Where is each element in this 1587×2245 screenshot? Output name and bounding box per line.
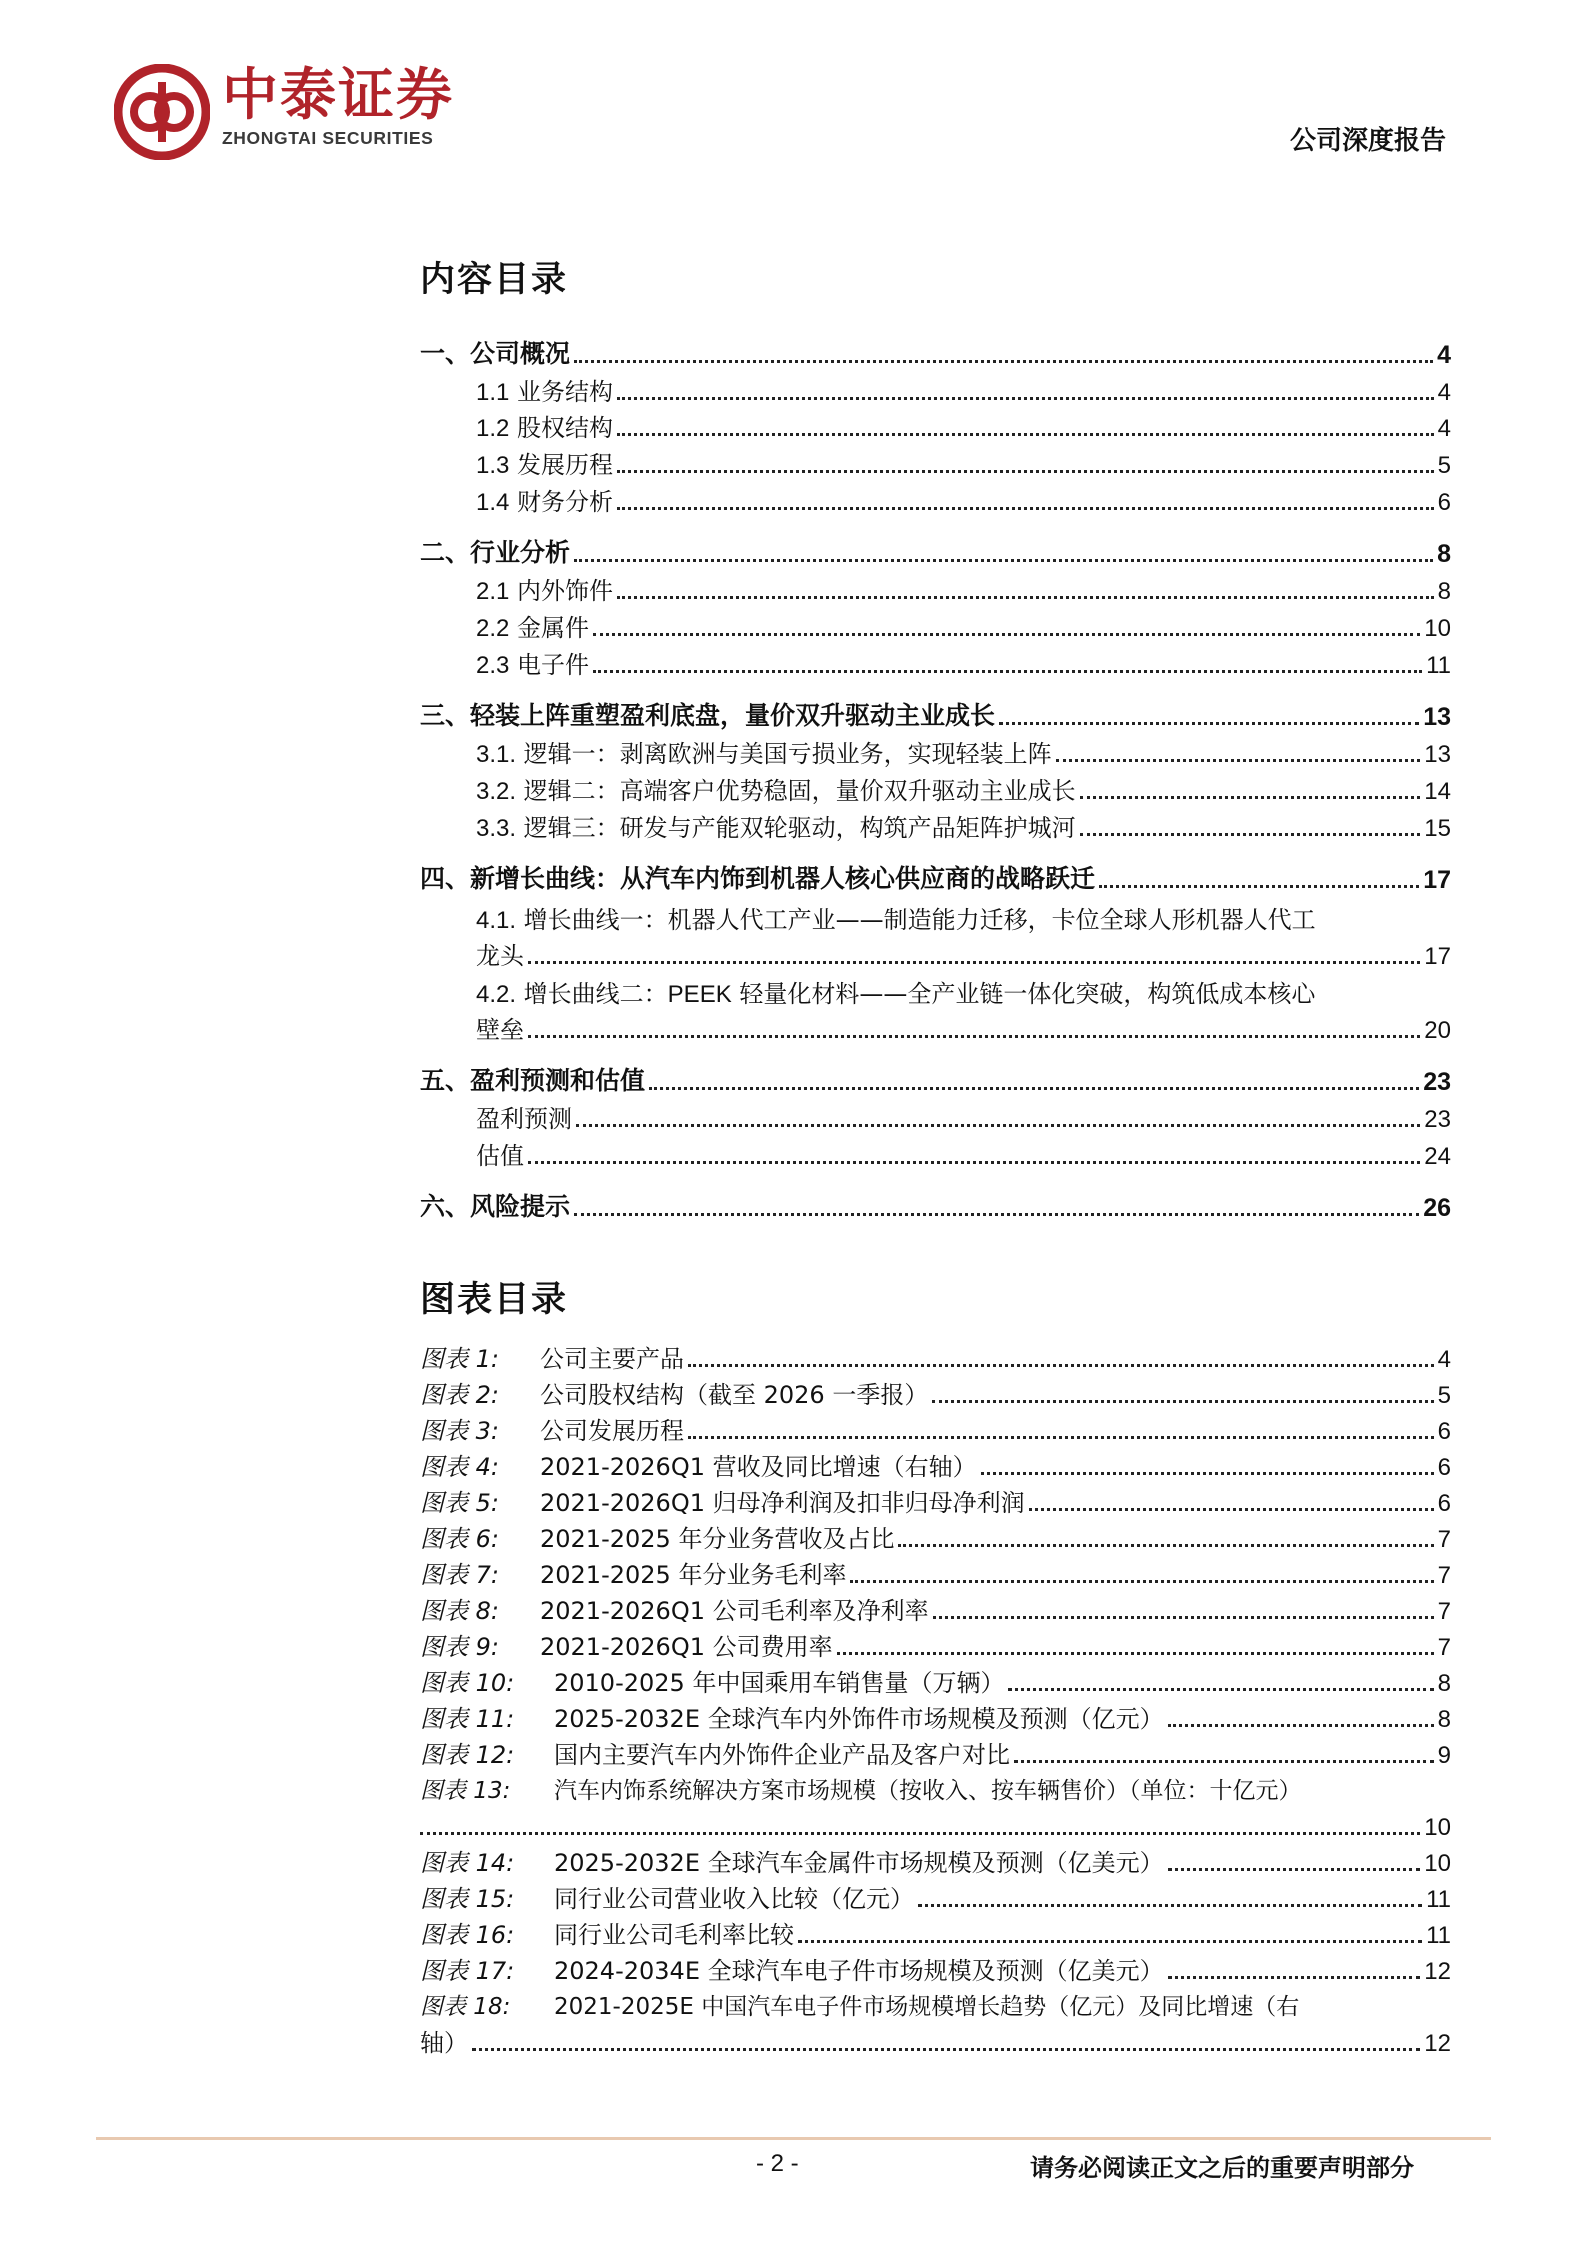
figure-label: 2024-2034E 全球汽车电子件市场规模及预测（亿美元） — [554, 1957, 1164, 1985]
leader-dots — [932, 1399, 1433, 1403]
leader-dots — [918, 1903, 1422, 1907]
leader-dots — [1056, 758, 1421, 762]
figures-title: 图表目录 — [420, 1279, 569, 1320]
leader-dots — [617, 506, 1434, 510]
toc-entry-number: 3.3. — [476, 815, 517, 842]
toc-entry-page: 6 — [1437, 489, 1451, 516]
figure-number: 图表 2: — [420, 1381, 499, 1409]
figure-page: 6 — [1437, 1418, 1451, 1445]
figure-page: 10 — [1424, 1850, 1451, 1877]
figure-page: 8 — [1437, 1706, 1451, 1733]
figure-entry[interactable] — [420, 1340, 1451, 1374]
figure-entry[interactable] — [420, 1556, 1451, 1590]
figure-entry[interactable] — [420, 1844, 1451, 1878]
figure-page: 6 — [1437, 1454, 1451, 1481]
toc-entry-number: 1.1 — [476, 379, 510, 406]
leader-dots — [898, 1543, 1433, 1547]
figure-label: 公司发展历程 — [540, 1417, 684, 1445]
toc-entry-page: 17 — [1424, 943, 1451, 970]
leader-dots — [528, 1160, 1420, 1164]
figure-label: 2021-2026Q1 公司费用率 — [540, 1633, 833, 1661]
figure-entry[interactable] — [420, 1916, 1451, 1950]
toc-entry[interactable] — [420, 336, 1451, 370]
toc-entry[interactable] — [476, 1100, 1451, 1134]
leader-dots — [933, 1615, 1434, 1619]
toc-entry-number: 1.2 — [476, 415, 510, 442]
logo-mark-icon — [114, 64, 210, 160]
leader-dots — [574, 359, 1433, 363]
toc-entry[interactable] — [476, 646, 1451, 680]
footer-divider — [96, 2137, 1491, 2140]
leader-dots — [1080, 832, 1421, 836]
toc-entry[interactable] — [476, 809, 1451, 843]
figure-number: 图表 6: — [420, 1525, 499, 1553]
toc-entry-label: 增长曲线一：机器人代工产业——制造能力迁移，卡位全球人形机器人代工 — [523, 906, 1316, 934]
toc-entry-label: 五、盈利预测和估值 — [420, 1066, 646, 1095]
figure-page: 9 — [1437, 1742, 1451, 1769]
figure-number: 图表 9: — [420, 1633, 499, 1661]
toc-entry-label: 估值 — [476, 1142, 524, 1170]
toc-entry[interactable] — [476, 1011, 1451, 1045]
figure-label: 国内主要汽车内外饰件企业产品及客户对比 — [554, 1741, 1010, 1769]
figure-entry[interactable] — [420, 1808, 1451, 1842]
figure-page: 7 — [1437, 1634, 1451, 1661]
toc-entry[interactable] — [476, 446, 1451, 480]
toc-entry-label: 逻辑二：高端客户优势稳固，量价双升驱动主业成长 — [523, 777, 1076, 805]
toc-entry-label-rest: 轻量化材料——全产业链一体化突破，构筑低成本核心 — [739, 980, 1316, 1008]
leader-dots — [1168, 1723, 1434, 1727]
toc-entry-wrapped-line[interactable] — [476, 974, 1315, 1009]
toc-entry-label: 发展历程 — [517, 451, 614, 479]
figure-entry[interactable] — [420, 1628, 1451, 1662]
toc-entry-number: 1.3 — [476, 452, 510, 479]
toc-entry-label: 逻辑三：研发与产能双轮驱动，构筑产品矩阵护城河 — [523, 814, 1076, 842]
figure-page: 12 — [1424, 2030, 1451, 2057]
figure-number: 图表 3: — [420, 1417, 499, 1445]
toc-entry-label: 金属件 — [517, 614, 590, 642]
toc-entry[interactable] — [476, 373, 1451, 407]
leader-dots — [472, 2047, 1420, 2051]
figure-page: 7 — [1437, 1562, 1451, 1589]
figure-label: 2021-2026Q1 归母净利润及扣非归母净利润 — [540, 1489, 1025, 1517]
brand-name-en: ZHONGTAI SECURITIES — [222, 128, 434, 148]
figure-number: 图表 8: — [420, 1597, 499, 1625]
figure-page: 11 — [1426, 1922, 1451, 1949]
figure-entry[interactable] — [420, 1880, 1451, 1914]
figure-label: 2010-2025 年中国乘用车销售量（万辆） — [554, 1669, 1005, 1697]
figure-number: 图表 16: — [420, 1921, 515, 1949]
toc-entry-page: 13 — [1423, 703, 1451, 731]
leader-dots — [617, 595, 1434, 599]
toc-entry-number: 3.2. — [476, 778, 517, 805]
toc-entry-label: 业务结构 — [517, 378, 614, 406]
figure-page: 8 — [1437, 1670, 1451, 1697]
toc-entry-number: 1.4 — [476, 489, 510, 516]
leader-dots — [1008, 1687, 1433, 1691]
toc-entry[interactable] — [476, 609, 1451, 643]
toc-entry-label: 股权结构 — [517, 414, 614, 442]
toc-entry-label: 一、公司概况 — [420, 339, 571, 368]
toc-entry[interactable] — [476, 1137, 1451, 1171]
leader-dots — [617, 396, 1434, 400]
toc-entry-label: 逻辑一：剥离欧洲与美国亏损业务，实现轻装上阵 — [523, 740, 1052, 768]
figure-number: 图表 15: — [420, 1885, 515, 1913]
toc-entry-page: 23 — [1423, 1068, 1451, 1096]
toc-entry-page: 8 — [1437, 578, 1451, 605]
toc-entry[interactable] — [476, 772, 1451, 806]
toc-entry-page: 26 — [1423, 1194, 1451, 1222]
toc-entry[interactable] — [420, 861, 1451, 895]
toc-entry-page: 10 — [1424, 615, 1451, 642]
toc-entry[interactable] — [476, 572, 1451, 606]
leader-dots — [1099, 884, 1419, 888]
figure-page: 7 — [1437, 1526, 1451, 1553]
toc-entry[interactable] — [420, 1189, 1451, 1223]
toc-entry-page: 11 — [1426, 652, 1451, 679]
leader-dots — [420, 1831, 1420, 1835]
toc-entry-page: 4 — [1437, 415, 1451, 442]
toc-entry-page: 23 — [1424, 1106, 1451, 1133]
brand-name-cn: 中泰证券 — [222, 63, 454, 128]
leader-dots — [1029, 1507, 1434, 1511]
leader-dots — [593, 632, 1420, 636]
leader-dots — [981, 1471, 1434, 1475]
toc-entry-page: 8 — [1437, 540, 1451, 568]
toc-entry-number: 2.2 — [476, 615, 510, 642]
figure-number: 图表 18: — [420, 1994, 511, 2020]
figure-entry[interactable] — [420, 1520, 1451, 1554]
leader-dots — [649, 1086, 1419, 1090]
toc-entry-page: 17 — [1423, 866, 1451, 894]
toc-entry-label: 四、新增长曲线：从汽车内饰到机器人核心供应商的战略跃迁 — [420, 864, 1096, 893]
figure-page: 10 — [1424, 1814, 1451, 1841]
figure-number: 图表 1: — [420, 1345, 499, 1373]
company-logo — [114, 64, 210, 160]
leader-dots — [528, 1034, 1420, 1038]
leader-dots — [999, 721, 1419, 725]
figure-number: 图表 12: — [420, 1741, 515, 1769]
figure-entry[interactable] — [420, 1448, 1451, 1482]
disclaimer-text: 请务必阅读正文之后的重要声明部分 — [1030, 2153, 1414, 2182]
figure-entry[interactable] — [420, 2024, 1451, 2058]
page-number: - 2 - — [756, 2150, 799, 2177]
figure-entry[interactable] — [420, 1484, 1451, 1518]
figure-number: 图表 17: — [420, 1957, 515, 1985]
figure-page: 4 — [1437, 1346, 1451, 1373]
figure-entry-wrapped-line[interactable] — [420, 1988, 1299, 2022]
leader-dots — [617, 469, 1434, 473]
leader-dots — [1080, 795, 1421, 799]
figure-number: 图表 4: — [420, 1453, 499, 1481]
toc-entry-label: 内外饰件 — [517, 577, 614, 605]
figure-label: 2021-2025 年分业务营收及占比 — [540, 1525, 895, 1553]
figure-number: 图表 7: — [420, 1561, 499, 1589]
figure-number: 图表 11: — [420, 1705, 515, 1733]
toc-entry[interactable] — [476, 409, 1451, 443]
toc-entry-label: 二、行业分析 — [420, 538, 571, 567]
toc-entry-label-latin: PEEK — [667, 981, 732, 1008]
figure-label: 2021-2026Q1 营收及同比增速（右轴） — [540, 1453, 977, 1481]
figure-entry[interactable] — [420, 1412, 1451, 1446]
toc-entry-label: 盈利预测 — [476, 1105, 572, 1133]
figure-page: 12 — [1424, 1958, 1451, 1985]
toc-entry[interactable] — [476, 937, 1451, 971]
toc-entry-page: 4 — [1437, 341, 1451, 369]
figure-label: 同行业公司毛利率比较 — [554, 1921, 794, 1949]
figure-label: 2021-2025 年分业务毛利率 — [540, 1561, 847, 1589]
toc-entry-label-cont: 壁垒 — [476, 1016, 524, 1044]
toc-entry-number: 2.1 — [476, 578, 510, 605]
figure-label: 2021-2026Q1 公司毛利率及净利率 — [540, 1597, 929, 1625]
figure-entry[interactable] — [420, 1700, 1451, 1734]
leader-dots — [574, 558, 1433, 562]
toc-entry-label: 六、风险提示 — [420, 1192, 571, 1221]
toc-entry-label: 财务分析 — [517, 488, 614, 516]
figure-entry[interactable] — [420, 1664, 1451, 1698]
toc-entry-page: 5 — [1437, 452, 1451, 479]
toc-entry-page: 20 — [1424, 1017, 1451, 1044]
figure-number: 图表 13: — [420, 1778, 511, 1804]
figure-page: 11 — [1426, 1886, 1451, 1913]
toc-entry[interactable] — [420, 698, 1451, 732]
figure-page: 6 — [1437, 1490, 1451, 1517]
figure-entry[interactable] — [420, 1592, 1451, 1626]
figure-page: 7 — [1437, 1598, 1451, 1625]
toc-entry[interactable] — [420, 535, 1451, 569]
toc-entry-page: 15 — [1424, 815, 1451, 842]
leader-dots — [576, 1123, 1420, 1127]
figure-label: 2025-2032E 全球汽车金属件市场规模及预测（亿美元） — [554, 1849, 1164, 1877]
figure-label: 2021-2025E 中国汽车电子件市场规模增长趋势（亿元）及同比增速（右 — [554, 1994, 1300, 2020]
toc-entry[interactable] — [476, 735, 1451, 769]
leader-dots — [1168, 1867, 1421, 1871]
figure-entry[interactable] — [420, 1736, 1451, 1770]
figure-label-cont: 轴） — [420, 2029, 468, 2057]
toc-entry-number: 3.1. — [476, 741, 517, 768]
figure-label: 2025-2032E 全球汽车内外饰件市场规模及预测（亿元） — [554, 1705, 1164, 1733]
report-type: 公司深度报告 — [1290, 126, 1447, 156]
toc-entry[interactable] — [420, 1063, 1451, 1097]
figure-label: 公司主要产品 — [540, 1345, 684, 1373]
figure-number: 图表 14: — [420, 1849, 515, 1877]
leader-dots — [574, 1212, 1419, 1216]
toc-entry-page: 14 — [1424, 778, 1451, 805]
toc-entry-number: 4.2. — [476, 981, 517, 1008]
leader-dots — [528, 960, 1420, 964]
figure-number: 图表 10: — [420, 1669, 515, 1697]
toc-entry-label: 增长曲线二： — [523, 980, 668, 1008]
toc-entry-label-cont: 龙头 — [476, 942, 524, 970]
toc-entry-number: 4.1. — [476, 907, 517, 934]
leader-dots — [688, 1363, 1434, 1367]
toc-entry-wrapped-line[interactable] — [476, 900, 1316, 935]
leader-dots — [850, 1579, 1433, 1583]
toc-entry-number: 2.3 — [476, 652, 510, 679]
toc-entry-page: 24 — [1424, 1143, 1451, 1170]
toc-entry-page: 13 — [1424, 741, 1451, 768]
leader-dots — [688, 1435, 1434, 1439]
figure-label: 汽车内饰系统解决方案市场规模（按收入、按车辆售价）（单位：十亿元） — [554, 1778, 1302, 1804]
leader-dots — [1014, 1759, 1434, 1763]
figure-entry[interactable] — [420, 1376, 1451, 1410]
toc-entry-label: 三、轻装上阵重塑盈利底盘，量价双升驱动主业成长 — [420, 701, 996, 730]
leader-dots — [798, 1939, 1422, 1943]
leader-dots — [1168, 1975, 1421, 1979]
toc-entry-page: 4 — [1437, 379, 1451, 406]
figure-entry-wrapped-line[interactable] — [420, 1772, 1302, 1806]
leader-dots — [593, 669, 1422, 673]
toc-entry[interactable] — [476, 483, 1451, 517]
leader-dots — [617, 432, 1434, 436]
leader-dots — [837, 1651, 1434, 1655]
toc-entry-label: 电子件 — [517, 651, 590, 679]
toc-title: 内容目录 — [420, 259, 569, 300]
figure-page: 5 — [1437, 1382, 1451, 1409]
figure-label: 同行业公司营业收入比较（亿元） — [554, 1885, 914, 1913]
figure-entry[interactable] — [420, 1952, 1451, 1986]
figure-label: 公司股权结构（截至 2026 一季报） — [540, 1381, 929, 1409]
figure-number: 图表 5: — [420, 1489, 499, 1517]
